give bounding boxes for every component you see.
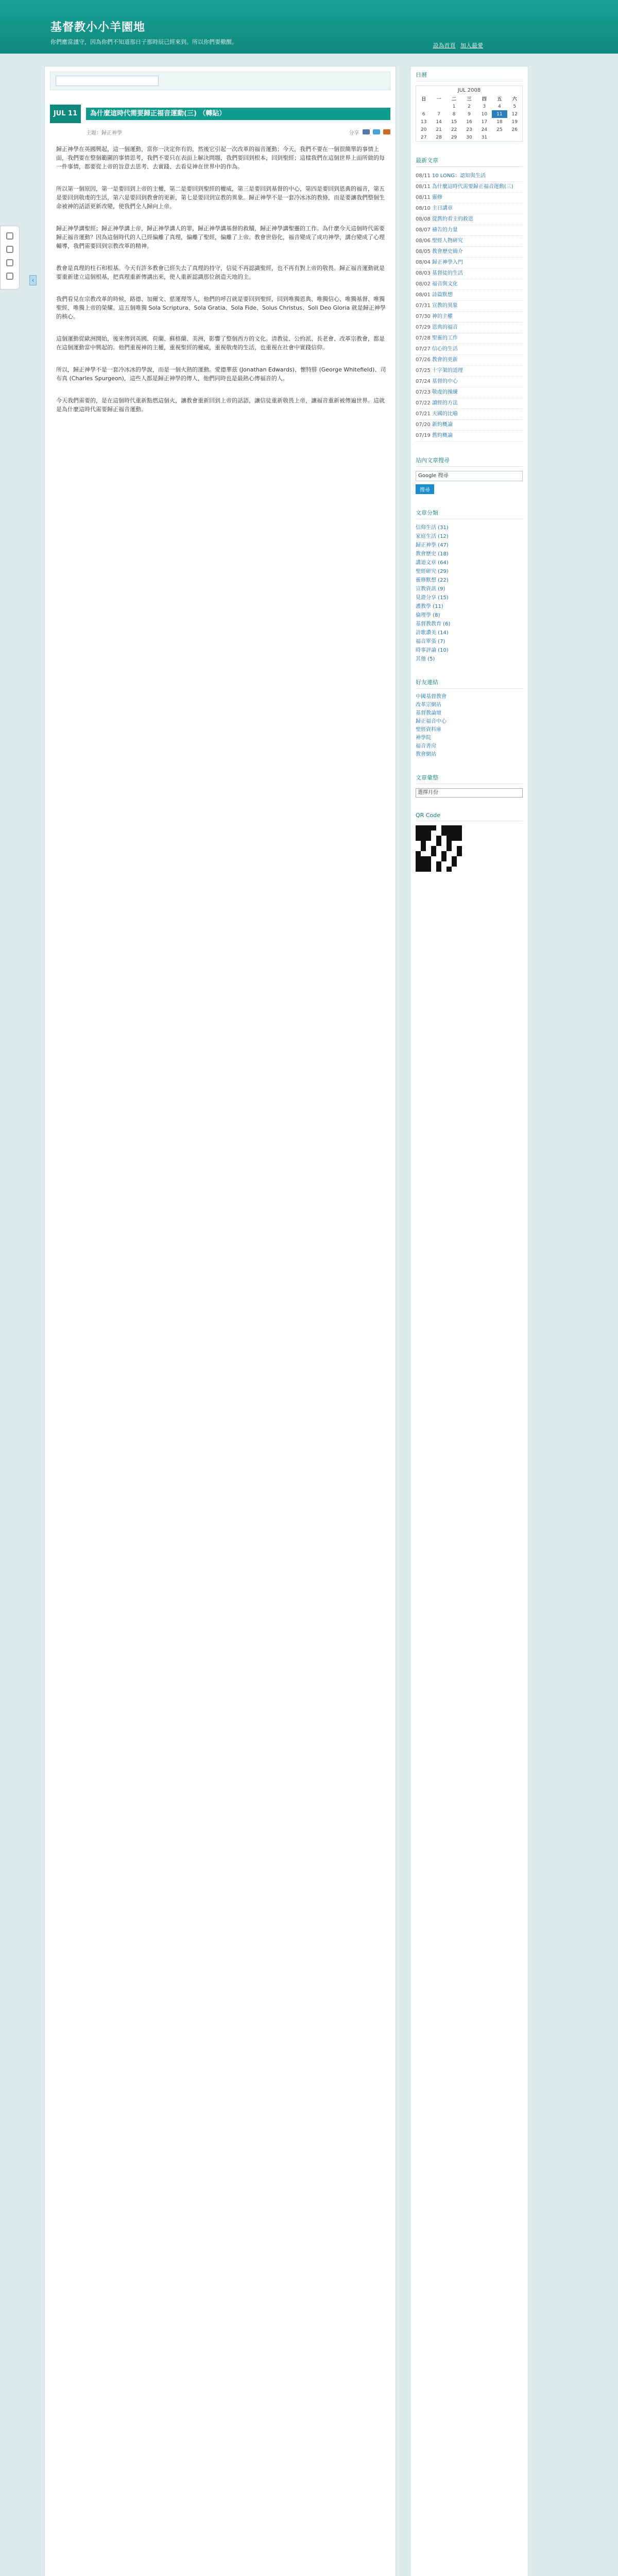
category-title: 文章分類 <box>416 509 523 519</box>
archive-item[interactable] <box>416 182 523 193</box>
calendar-day[interactable]: 8 <box>452 111 456 117</box>
friend-link[interactable]: 神學院 <box>416 735 431 741</box>
archive-item[interactable] <box>416 312 523 323</box>
post-category[interactable]: 主題：歸正神學 <box>86 130 122 136</box>
calendar-day[interactable]: 19 <box>511 119 518 125</box>
archive-date: 08/08 <box>416 216 431 222</box>
qr-title: QR Code <box>416 812 523 821</box>
archive-item[interactable] <box>416 214 523 225</box>
calendar-day[interactable]: 25 <box>496 127 503 132</box>
archive-date: 07/28 <box>416 335 431 341</box>
calendar-day[interactable]: 1 <box>452 104 456 109</box>
archive-link[interactable]: 為什麼這時代需要歸正福音運動(三) <box>432 184 513 190</box>
archive-date: 07/29 <box>416 325 431 330</box>
calendar-day[interactable]: 4 <box>497 104 501 109</box>
archive-month-select[interactable]: 選擇月份 <box>416 788 523 798</box>
archive-item[interactable] <box>416 171 523 182</box>
search-title: 站內文章搜尋 <box>416 456 523 467</box>
calendar-day <box>416 103 431 110</box>
calendar-day[interactable]: 2 <box>468 104 471 109</box>
calendar-day[interactable]: 16 <box>466 119 472 125</box>
post-body <box>56 145 386 414</box>
archive-item[interactable] <box>416 268 523 279</box>
archive-link[interactable]: 禱告的力量 <box>432 227 458 233</box>
floating-toolbar <box>0 226 20 290</box>
archive-date: 07/23 <box>416 389 431 395</box>
calendar-weekday: 四 <box>482 97 487 102</box>
friend-link[interactable]: 改革宗網站 <box>416 702 441 708</box>
calendar-day[interactable]: 6 <box>422 111 425 117</box>
archive-date: 08/01 <box>416 292 431 298</box>
archive-date: 08/05 <box>416 249 431 255</box>
category-link[interactable]: 詩歌讚美 (14) <box>416 630 449 636</box>
archive-item[interactable] <box>416 258 523 268</box>
post-paragraph: 歸正神學在英國興起，這一個運動，當你一決定你有的，然後它引起一次改革的福音運動；今天，我們不要在一個很簡單的事情上面，我們要在整個範圍的事情思考，我們不要只在表面上解決問題，我們要回到根本，回到聖經；這樣我們在這個世界上面所做的每一件事情，都要從上帝的旨意去思考、去實踐、去看見神在世界中的作為。 <box>56 146 385 170</box>
archive-item[interactable] <box>416 279 523 290</box>
archive-link[interactable]: 基督的中心 <box>432 379 458 384</box>
post-meta <box>86 128 390 137</box>
archive-link[interactable]: 教會歷史簡介 <box>432 249 463 255</box>
header-links <box>430 41 484 49</box>
archive-link[interactable]: 靈修 <box>432 195 442 200</box>
archive-link[interactable]: 恩典的福音 <box>432 325 458 330</box>
archive-date: 07/20 <box>416 422 431 428</box>
post-toolbar <box>50 72 390 90</box>
search-button[interactable]: 搜尋 <box>416 484 434 494</box>
archive-link[interactable]: 十字架的道理 <box>432 368 463 374</box>
archive-date: 07/25 <box>416 368 431 374</box>
archive-item[interactable] <box>416 193 523 204</box>
archive-item[interactable] <box>416 398 523 409</box>
calendar-weekday: 二 <box>452 97 457 102</box>
archive-date: 07/22 <box>416 400 431 406</box>
category-link[interactable]: 信仰生活 (31) <box>416 525 449 531</box>
calendar-day[interactable]: 3 <box>483 104 486 109</box>
archive-item[interactable] <box>416 377 523 387</box>
calendar-weekday: 五 <box>497 97 502 102</box>
main-content <box>44 66 396 2576</box>
archive-link[interactable]: 聖經人物研究 <box>432 238 463 244</box>
calendar-day[interactable]: 28 <box>436 134 442 140</box>
site-header <box>0 0 618 54</box>
calendar-day <box>431 103 446 110</box>
share-label: 分享 <box>349 130 359 136</box>
calendar-weekday: 六 <box>512 97 517 102</box>
links-list <box>416 693 523 759</box>
calendar-day[interactable]: 21 <box>436 127 442 132</box>
category-link[interactable]: 歸正神學 (47) <box>416 543 449 548</box>
category-widget <box>416 509 523 664</box>
calendar-day[interactable]: 13 <box>420 119 427 125</box>
archive-link[interactable]: 教會的更新 <box>432 357 458 363</box>
archive-title: 最新文章 <box>416 156 523 167</box>
archive-item[interactable] <box>416 204 523 214</box>
category-link[interactable]: 宣教資訊 (9) <box>416 586 445 592</box>
calendar-day[interactable]: 5 <box>513 104 517 109</box>
archive-item[interactable] <box>416 247 523 258</box>
archive-date: 08/11 <box>416 195 431 200</box>
archive-link[interactable]: 舊約概論 <box>432 433 453 438</box>
calendar-day[interactable]: 22 <box>451 127 457 132</box>
calendar-table <box>416 95 522 141</box>
post-paragraph: 歸正神學講聖經；歸正神學講上帝，歸正神學講人的罪，歸正神學講基督的救贖，歸正神學講聖靈的工作。為什麼今天這個時代需要歸正福音運動？因為這個時代的人已經偏離了真理，偏離了聖經，偏離了上帝。教會世俗化，福音變成了成功神學，講台變成了心理輔導，我們需要回到宗教改革的精神。 <box>56 225 385 249</box>
archive-item[interactable] <box>416 409 523 420</box>
calendar-day[interactable]: 18 <box>496 119 503 125</box>
calendar-title: 日曆 <box>416 71 523 81</box>
twitter-icon[interactable] <box>373 129 380 134</box>
friend-link[interactable]: 福音書房 <box>416 743 436 749</box>
sidebar <box>410 66 528 2576</box>
calendar-day <box>507 133 522 141</box>
category-link[interactable]: 其他 (5) <box>416 656 435 662</box>
archive-link[interactable]: 新約概論 <box>432 422 453 428</box>
archive-date: 07/21 <box>416 411 431 417</box>
calendar-day[interactable]: 26 <box>511 127 518 132</box>
archive-date: 08/06 <box>416 238 431 244</box>
archive-link[interactable]: 信心的生活 <box>432 346 458 352</box>
calendar-day[interactable]: 10 <box>481 111 488 117</box>
calendar-weekday: 一 <box>436 97 441 102</box>
archive-item[interactable] <box>416 431 523 442</box>
archive-date: 08/03 <box>416 270 431 276</box>
post-paragraph: 今天我們需要的，是在這個時代重新點燃這個火，讓教會重新回到上帝的話語，讓信徒重新敬畏上帝，讓福音重新被傳遍世界。這就是為什麼這時代需要歸正福音運動。 <box>56 397 385 413</box>
collapse-arrow-icon[interactable]: ‹ <box>29 275 37 285</box>
calendar-day[interactable]: 17 <box>481 119 488 125</box>
archive-item[interactable] <box>416 420 523 431</box>
links-widget <box>416 678 523 759</box>
calendar-day <box>492 133 507 141</box>
archive-link[interactable]: 天國的比喻 <box>432 411 458 417</box>
post-paragraph: 我們看見在宗教改革的時候，路德、加爾文、慈運理等人，他們的呼召就是要回到聖經，回到唯獨恩典、唯獨信心、唯獨基督、唯獨聖經、唯獨上帝的榮耀。這五個唯獨 Sola Scriptura、Sola Gratia、Sola Fide、Solus Christus、Soli Deo Gloria 就是歸正神學的核心。 <box>56 296 386 320</box>
share-icon[interactable] <box>6 246 13 253</box>
category-link[interactable]: 靈修默想 (22) <box>416 578 449 583</box>
category-link[interactable]: 教會歷史 (18) <box>416 551 449 557</box>
calendar-day[interactable]: 14 <box>436 119 442 125</box>
calendar-month: JUL 2008 <box>457 88 481 93</box>
links-title: 好友連結 <box>416 678 523 689</box>
archive-select-widget <box>416 773 523 798</box>
archive-item[interactable] <box>416 333 523 344</box>
archive-date: 08/11 <box>416 184 431 190</box>
archive-date: 07/26 <box>416 357 431 363</box>
category-link[interactable]: 時事評論 (10) <box>416 648 449 653</box>
category-link[interactable]: 聖經研究 (29) <box>416 569 449 574</box>
calendar-weekday: 日 <box>421 97 426 102</box>
archive-link[interactable]: 從舊約看主的救恩 <box>432 216 473 222</box>
archive-date: 08/11 <box>416 173 431 179</box>
archive-link[interactable]: 聖靈的工作 <box>432 335 458 341</box>
friend-link[interactable]: 教會網站 <box>416 752 436 757</box>
post-date: JUL 11 <box>50 105 81 123</box>
calendar-day[interactable]: 31 <box>481 134 488 140</box>
archive-link[interactable]: 10 LONG：認知與生活 <box>432 173 486 179</box>
post-paragraph: 所以第一個原因，第一是要回到上帝的主權，第二是要回到聖經的權威，第三是要回到基督的中心，第四是要回到恩典的福音，第五是要回到敬虔的生活，第六是要回到教會的更新，第七是要回到宣教的異象。歸正神學不是一套冷冰冰的教條，而是要讓我們整個生命被神的話語更新改變，使我們全人歸向上帝。 <box>56 185 385 210</box>
archive-link[interactable]: 主日講章 <box>432 206 453 211</box>
archive-date: 08/07 <box>416 227 431 233</box>
calendar-day[interactable]: 29 <box>451 134 457 140</box>
post-paragraph: 這個運動從歐洲開始，後來傳到英國、荷蘭、蘇格蘭、美洲，影響了整個西方的文化。清教徒、公約派、長老會、改革宗教會，都是在這個運動當中興起的。他們重視神的主權，重視聖經的權威，重視敬虔的生活，也重視在社會中實踐信仰。 <box>56 335 385 351</box>
calendar-widget <box>416 71 523 142</box>
post-paragraph: 教會是真理的柱石和根基。今天有許多教會已經失去了真理的持守，信徒不再認識聖經，也不再有對上帝的敬畏。歸正福音運動就是要重新建立這個根基，把真理重新傳講出來，使人重新認識那位創造天地的主。 <box>56 265 385 280</box>
friend-link[interactable]: 中國基督教會 <box>416 694 447 700</box>
qr-code-image <box>416 825 462 872</box>
archive-list <box>416 171 523 442</box>
archive-date: 08/04 <box>416 260 431 265</box>
calendar-day[interactable]: 30 <box>466 134 472 140</box>
friend-link[interactable]: 歸正福音中心 <box>416 719 447 724</box>
archive-date: 08/10 <box>416 206 431 211</box>
archive-date: 07/27 <box>416 346 431 352</box>
settings-icon[interactable] <box>6 259 13 266</box>
bookmark-icon[interactable] <box>6 232 13 240</box>
archive-item[interactable] <box>416 301 523 312</box>
calendar-day[interactable]: 9 <box>468 111 471 117</box>
category-link[interactable]: 基督教教育 (6) <box>416 621 451 627</box>
archive-date: 08/02 <box>416 281 431 287</box>
archive-date: 07/24 <box>416 379 431 384</box>
calendar <box>416 86 523 142</box>
archive-link[interactable]: 宣教的異象 <box>432 303 458 309</box>
category-link[interactable]: 家庭生活 (12) <box>416 534 449 539</box>
calendar-day[interactable]: 27 <box>420 134 427 140</box>
friend-link[interactable]: 基督教論壇 <box>416 710 441 716</box>
share-buttons <box>349 128 390 136</box>
category-link[interactable]: 福音單張 (7) <box>416 639 445 645</box>
add-favorite-link[interactable]: 加入最愛 <box>460 42 483 49</box>
archive-item[interactable] <box>416 236 523 247</box>
site-description: 你們應當謹守，因為你們不知道那日子那時辰已經來到。所以你們要儆醒。 <box>50 39 237 45</box>
archive-widget <box>416 156 523 442</box>
calendar-day[interactable]: 11 <box>492 110 507 118</box>
comment-icon[interactable] <box>6 273 13 280</box>
archive-item[interactable] <box>416 344 523 355</box>
friend-link[interactable]: 聖經資料庫 <box>416 727 441 733</box>
calendar-day[interactable]: 23 <box>466 127 472 132</box>
calendar-day[interactable]: 15 <box>451 119 457 125</box>
archive-item[interactable] <box>416 355 523 366</box>
calendar-weekday: 三 <box>467 97 472 102</box>
toolbar-input[interactable] <box>56 76 159 86</box>
archive-date: 07/30 <box>416 314 431 319</box>
category-list <box>416 523 523 664</box>
archive-link[interactable]: 神的主權 <box>432 314 453 319</box>
category-link[interactable]: 護教學 (11) <box>416 604 443 609</box>
archive-link[interactable]: 詩篇默想 <box>432 292 453 298</box>
post-paragraph: 所以，歸正神學不是一套冷冰冰的學說，而是一個火熱的運動。愛德華茲 (Jonathan Edwards)、懷特腓 (George Whitefield)、司布真 (Charles Spurgeon)，這些人都是歸正神學的傳人，他們同時也是最熱心傳福音的人。 <box>56 366 386 382</box>
archive-item[interactable] <box>416 225 523 236</box>
calendar-day[interactable]: 7 <box>437 111 440 117</box>
calendar-day[interactable]: 20 <box>420 127 427 132</box>
post-header <box>50 105 390 126</box>
set-homepage-link[interactable]: 設為首頁 <box>433 42 456 49</box>
search-input[interactable]: Google 搜尋 <box>416 471 523 481</box>
site-title[interactable]: 基督教小小羊園地 <box>50 21 146 34</box>
archive-link[interactable]: 歸正神學入門 <box>432 260 463 265</box>
archive-link[interactable]: 讀經的方法 <box>432 400 458 406</box>
category-link[interactable]: 倫理學 (8) <box>416 613 440 618</box>
search-widget <box>416 456 523 494</box>
archive-select-title: 文章彙整 <box>416 773 523 784</box>
archive-item[interactable] <box>416 290 523 301</box>
archive-date: 07/31 <box>416 303 431 309</box>
plurk-icon[interactable] <box>383 129 390 134</box>
archive-link[interactable]: 敬虔的操練 <box>432 389 458 395</box>
archive-item[interactable] <box>416 387 523 398</box>
category-link[interactable]: 見證分享 (15) <box>416 595 449 601</box>
post-title[interactable]: 為什麼這時代需要歸正福音運動(三) （轉貼） <box>86 108 390 120</box>
calendar-day[interactable]: 24 <box>481 127 488 132</box>
archive-item[interactable] <box>416 366 523 377</box>
archive-link[interactable]: 基督徒的生活 <box>432 270 463 276</box>
archive-date: 07/19 <box>416 433 431 438</box>
qr-widget <box>416 812 523 872</box>
archive-link[interactable]: 福音與文化 <box>432 281 458 287</box>
category-link[interactable]: 講道文章 (64) <box>416 560 449 566</box>
calendar-day[interactable]: 12 <box>511 111 518 117</box>
facebook-icon[interactable] <box>363 129 370 134</box>
archive-item[interactable] <box>416 323 523 333</box>
